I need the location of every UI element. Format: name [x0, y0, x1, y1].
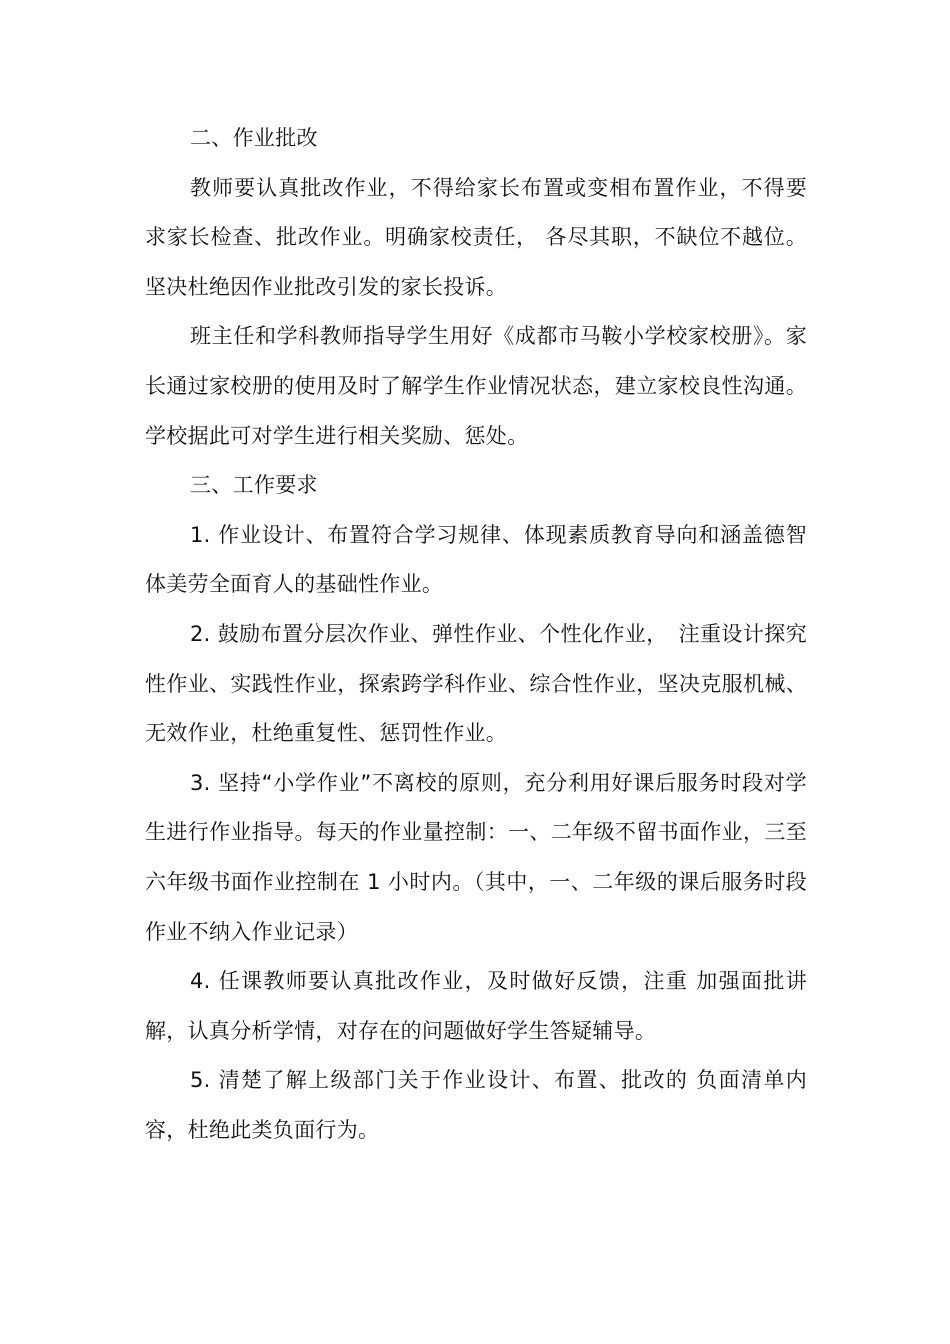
section-heading-homework-correction: 二、作业批改 [190, 126, 318, 150]
requirement-item-2: 2. 鼓励布置分层次作业、弹性作业、个性化作业， 注重设计探究性作业、实践性作业，探索跨学科作业、综合性作业，坚决克服机械、无效作业，杜绝重复性、惩罚性作业。 [145, 621, 807, 746]
document-body [145, 114, 807, 1155]
paragraph-home-school-book: 班主任和学科教师指导学生用好《成都市马鞍小学校家校册》。家长通过家校册的使用及时了解学生作业情况状态，建立家校良性沟通。学校据此可对学生进行相关奖励、惩处。 [145, 324, 807, 448]
requirement-item-1: 1. 作业设计、布置符合学习规律、体现素质教育导向和涵盖德智体美劳全面育人的基础性作业。 [145, 522, 807, 597]
section-heading-work-requirements: 三、工作要求 [190, 473, 318, 498]
paragraph-teacher-correction: 教师要认真批改作业，不得给家长布置或变相布置作业，不得要求家长检查、批改作业。明确家校责任， 各尽其职，不缺位不越位。坚决杜绝因作业批改引发的家长投诉。 [145, 175, 807, 299]
requirement-item-4: 4. 任课教师要认真批改作业，及时做好反馈，注重 加强面批讲解，认真分析学情，对存在的问题做好学生答疑辅导。 [145, 969, 807, 1043]
requirement-item-5: 5. 清楚了解上级部门关于作业设计、布置、批改的 负面清单内容，杜绝此类负面行为。 [145, 1068, 807, 1142]
requirement-item-3: 3. 坚持“小学作业”不离校的原则，充分利用好课后服务时段对学生进行作业指导。每天的作业量控制：一、二年级不留书面作业，三至六年级书面作业控制在 1 小时内。（其中，一、二年级的课后服务时段作业不纳入作业记录） [145, 770, 807, 944]
